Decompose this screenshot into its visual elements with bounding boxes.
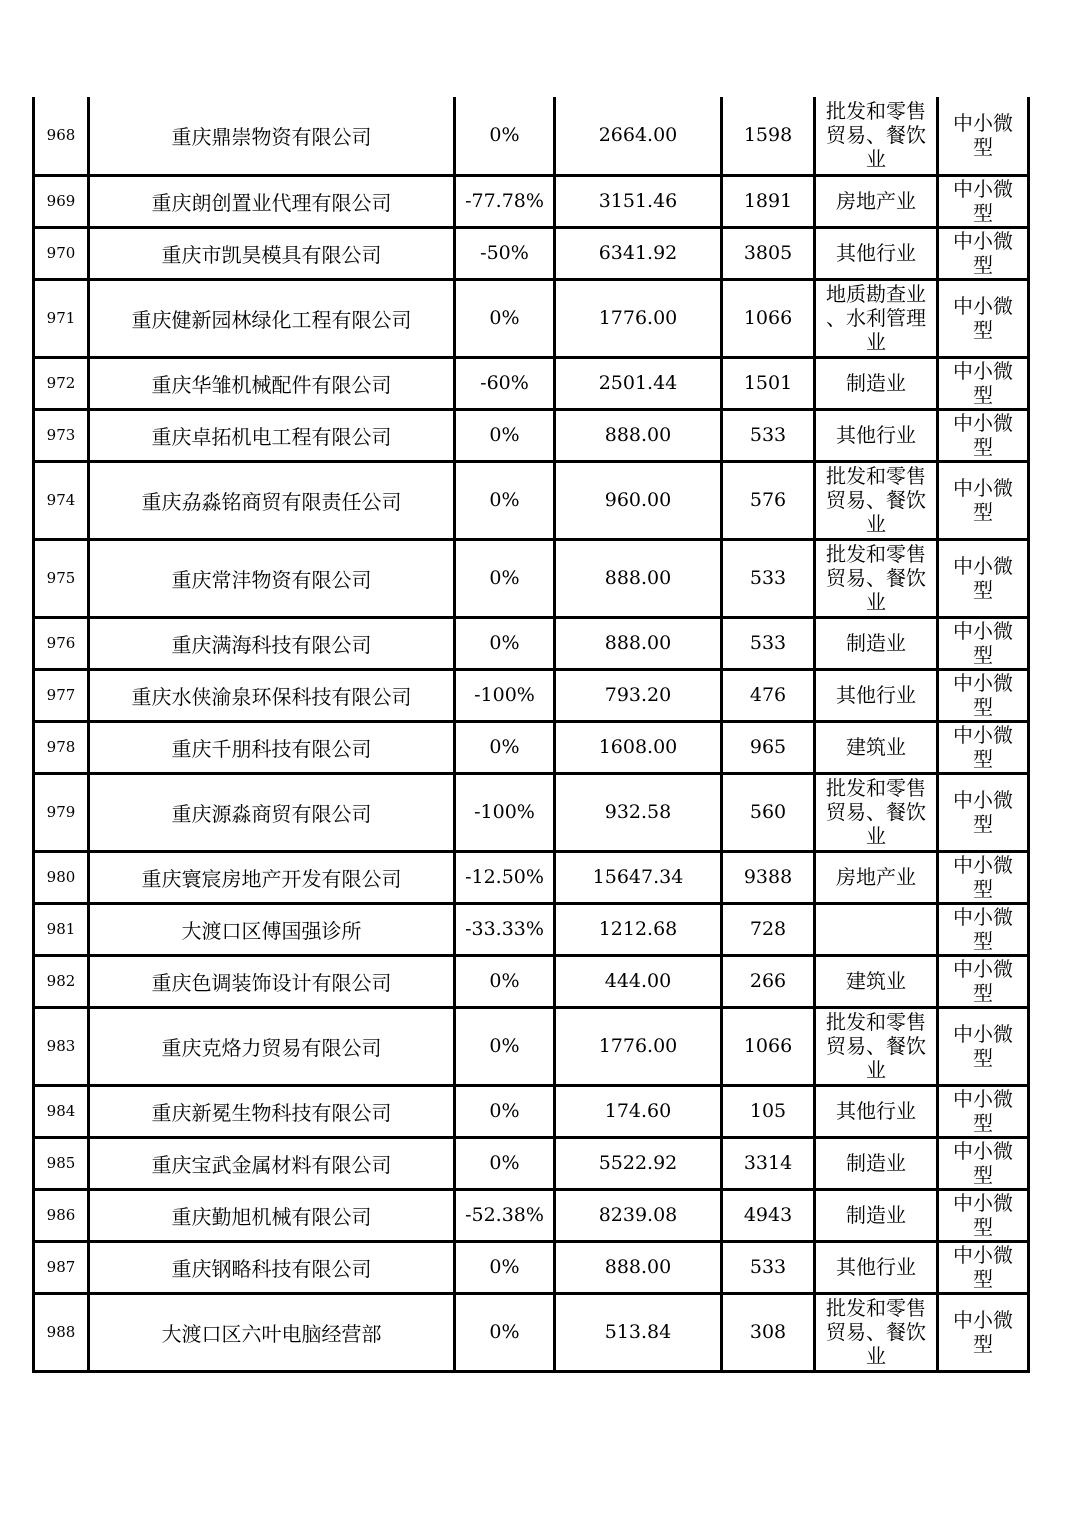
industry-cell: 批发和零售 贸易、餐饮 业: [815, 97, 938, 175]
change-rate-cell: -50%: [455, 227, 555, 279]
company-name-cell: 重庆千朋科技有限公司: [89, 721, 455, 773]
change-rate-cell: -60%: [455, 357, 555, 409]
enterprise-size-cell: 中小微 型: [938, 1189, 1029, 1241]
enterprise-size-cell: 中小微 型: [938, 175, 1029, 227]
change-rate-cell: 0%: [455, 461, 555, 539]
change-rate-cell: 0%: [455, 1085, 555, 1137]
change-rate-cell: 0%: [455, 721, 555, 773]
industry-cell: 其他行业: [815, 227, 938, 279]
row-number-cell: 978: [34, 721, 89, 773]
amount-cell: 1776.00: [555, 1007, 722, 1085]
count-cell: 105: [722, 1085, 815, 1137]
industry-cell: 房地产业: [815, 175, 938, 227]
enterprise-size-cell: 中小微 型: [938, 955, 1029, 1007]
industry-cell: 制造业: [815, 617, 938, 669]
company-name-cell: 重庆钢略科技有限公司: [89, 1241, 455, 1293]
table-row: [34, 1189, 1029, 1241]
enterprise-size-cell: 中小微 型: [938, 903, 1029, 955]
change-rate-cell: 0%: [455, 539, 555, 617]
company-name-cell: 重庆健新园林绿化工程有限公司: [89, 279, 455, 357]
amount-cell: 3151.46: [555, 175, 722, 227]
amount-cell: 174.60: [555, 1085, 722, 1137]
count-cell: 533: [722, 409, 815, 461]
industry-cell: 其他行业: [815, 669, 938, 721]
row-number-cell: 988: [34, 1293, 89, 1371]
table-row: [34, 721, 1029, 773]
company-name-cell: 重庆寰宸房地产开发有限公司: [89, 851, 455, 903]
count-cell: 576: [722, 461, 815, 539]
company-name-cell: 重庆勤旭机械有限公司: [89, 1189, 455, 1241]
table-row: [34, 175, 1029, 227]
row-number-cell: 986: [34, 1189, 89, 1241]
count-cell: 1891: [722, 175, 815, 227]
amount-cell: 513.84: [555, 1293, 722, 1371]
table-row: [34, 97, 1029, 175]
change-rate-cell: 0%: [455, 279, 555, 357]
row-number-cell: 974: [34, 461, 89, 539]
change-rate-cell: -33.33%: [455, 903, 555, 955]
enterprise-size-cell: 中小微 型: [938, 617, 1029, 669]
amount-cell: 1212.68: [555, 903, 722, 955]
enterprise-size-cell: 中小微 型: [938, 97, 1029, 175]
amount-cell: 5522.92: [555, 1137, 722, 1189]
row-number-cell: 983: [34, 1007, 89, 1085]
row-number-cell: 985: [34, 1137, 89, 1189]
industry-cell: 批发和零售 贸易、餐饮 业: [815, 539, 938, 617]
table-row: [34, 669, 1029, 721]
row-number-cell: 975: [34, 539, 89, 617]
amount-cell: 8239.08: [555, 1189, 722, 1241]
amount-cell: 1608.00: [555, 721, 722, 773]
change-rate-cell: 0%: [455, 1137, 555, 1189]
enterprise-size-cell: 中小微 型: [938, 1293, 1029, 1371]
enterprise-size-cell: 中小微 型: [938, 1007, 1029, 1085]
industry-cell: 其他行业: [815, 409, 938, 461]
industry-cell: 制造业: [815, 357, 938, 409]
change-rate-cell: -12.50%: [455, 851, 555, 903]
enterprise-table: [32, 97, 1030, 1373]
table-row: [34, 903, 1029, 955]
enterprise-size-cell: 中小微 型: [938, 773, 1029, 851]
enterprise-size-cell: 中小微 型: [938, 279, 1029, 357]
row-number-cell: 972: [34, 357, 89, 409]
company-name-cell: 重庆华雏机械配件有限公司: [89, 357, 455, 409]
company-name-cell: 重庆宝武金属材料有限公司: [89, 1137, 455, 1189]
count-cell: 560: [722, 773, 815, 851]
count-cell: 728: [722, 903, 815, 955]
count-cell: 476: [722, 669, 815, 721]
row-number-cell: 970: [34, 227, 89, 279]
row-number-cell: 976: [34, 617, 89, 669]
table-row: [34, 955, 1029, 1007]
row-number-cell: 969: [34, 175, 89, 227]
change-rate-cell: 0%: [455, 1241, 555, 1293]
count-cell: 965: [722, 721, 815, 773]
enterprise-size-cell: 中小微 型: [938, 1241, 1029, 1293]
amount-cell: 15647.34: [555, 851, 722, 903]
company-name-cell: 重庆鼎崇物资有限公司: [89, 97, 455, 175]
row-number-cell: 977: [34, 669, 89, 721]
row-number-cell: 979: [34, 773, 89, 851]
enterprise-size-cell: 中小微 型: [938, 851, 1029, 903]
change-rate-cell: 0%: [455, 1007, 555, 1085]
change-rate-cell: -100%: [455, 773, 555, 851]
row-number-cell: 987: [34, 1241, 89, 1293]
company-name-cell: 重庆色调装饰设计有限公司: [89, 955, 455, 1007]
table-row: [34, 409, 1029, 461]
table-row: [34, 227, 1029, 279]
enterprise-size-cell: 中小微 型: [938, 227, 1029, 279]
company-name-cell: 重庆水侠渝泉环保科技有限公司: [89, 669, 455, 721]
company-name-cell: 重庆克烙力贸易有限公司: [89, 1007, 455, 1085]
company-name-cell: 重庆朗创置业代理有限公司: [89, 175, 455, 227]
table-row: [34, 1137, 1029, 1189]
company-name-cell: 重庆常沣物资有限公司: [89, 539, 455, 617]
change-rate-cell: 0%: [455, 97, 555, 175]
row-number-cell: 968: [34, 97, 89, 175]
amount-cell: 888.00: [555, 1241, 722, 1293]
amount-cell: 2664.00: [555, 97, 722, 175]
company-name-cell: 重庆市凯昊模具有限公司: [89, 227, 455, 279]
change-rate-cell: -77.78%: [455, 175, 555, 227]
company-name-cell: 重庆源淼商贸有限公司: [89, 773, 455, 851]
company-name-cell: 大渡口区傅国强诊所: [89, 903, 455, 955]
count-cell: 9388: [722, 851, 815, 903]
amount-cell: 888.00: [555, 539, 722, 617]
change-rate-cell: 0%: [455, 955, 555, 1007]
industry-cell: 批发和零售 贸易、餐饮 业: [815, 773, 938, 851]
change-rate-cell: -100%: [455, 669, 555, 721]
count-cell: 4943: [722, 1189, 815, 1241]
enterprise-size-cell: 中小微 型: [938, 1137, 1029, 1189]
enterprise-size-cell: 中小微 型: [938, 357, 1029, 409]
row-number-cell: 971: [34, 279, 89, 357]
amount-cell: 444.00: [555, 955, 722, 1007]
table-row: [34, 1241, 1029, 1293]
industry-cell: 批发和零售 贸易、餐饮 业: [815, 461, 938, 539]
enterprise-size-cell: 中小微 型: [938, 669, 1029, 721]
count-cell: 533: [722, 617, 815, 669]
company-name-cell: 重庆满海科技有限公司: [89, 617, 455, 669]
row-number-cell: 982: [34, 955, 89, 1007]
industry-cell: 批发和零售 贸易、餐饮 业: [815, 1007, 938, 1085]
enterprise-size-cell: 中小微 型: [938, 539, 1029, 617]
amount-cell: 888.00: [555, 617, 722, 669]
count-cell: 3314: [722, 1137, 815, 1189]
amount-cell: 6341.92: [555, 227, 722, 279]
enterprise-size-cell: 中小微 型: [938, 461, 1029, 539]
company-name-cell: 重庆新冕生物科技有限公司: [89, 1085, 455, 1137]
count-cell: 1066: [722, 279, 815, 357]
industry-cell: [815, 903, 938, 955]
industry-cell: 制造业: [815, 1189, 938, 1241]
count-cell: 533: [722, 539, 815, 617]
amount-cell: 793.20: [555, 669, 722, 721]
table-row: [34, 461, 1029, 539]
industry-cell: 其他行业: [815, 1085, 938, 1137]
table-row: [34, 1007, 1029, 1085]
count-cell: 308: [722, 1293, 815, 1371]
change-rate-cell: 0%: [455, 1293, 555, 1371]
industry-cell: 建筑业: [815, 955, 938, 1007]
count-cell: 266: [722, 955, 815, 1007]
change-rate-cell: 0%: [455, 617, 555, 669]
change-rate-cell: 0%: [455, 409, 555, 461]
industry-cell: 制造业: [815, 1137, 938, 1189]
row-number-cell: 973: [34, 409, 89, 461]
count-cell: 1598: [722, 97, 815, 175]
amount-cell: 932.58: [555, 773, 722, 851]
amount-cell: 1776.00: [555, 279, 722, 357]
amount-cell: 888.00: [555, 409, 722, 461]
industry-cell: 房地产业: [815, 851, 938, 903]
company-name-cell: 大渡口区六叶电脑经营部: [89, 1293, 455, 1371]
table-row: [34, 773, 1029, 851]
table-row: [34, 279, 1029, 357]
count-cell: 1066: [722, 1007, 815, 1085]
count-cell: 3805: [722, 227, 815, 279]
table-row: [34, 1085, 1029, 1137]
amount-cell: 960.00: [555, 461, 722, 539]
row-number-cell: 984: [34, 1085, 89, 1137]
industry-cell: 建筑业: [815, 721, 938, 773]
enterprise-size-cell: 中小微 型: [938, 409, 1029, 461]
count-cell: 1501: [722, 357, 815, 409]
industry-cell: 其他行业: [815, 1241, 938, 1293]
table-row: [34, 539, 1029, 617]
table-row: [34, 1293, 1029, 1371]
count-cell: 533: [722, 1241, 815, 1293]
amount-cell: 2501.44: [555, 357, 722, 409]
industry-cell: 地质勘查业 、水利管理 业: [815, 279, 938, 357]
table-row: [34, 617, 1029, 669]
industry-cell: 批发和零售 贸易、餐饮 业: [815, 1293, 938, 1371]
row-number-cell: 980: [34, 851, 89, 903]
enterprise-size-cell: 中小微 型: [938, 1085, 1029, 1137]
company-name-cell: 重庆卓拓机电工程有限公司: [89, 409, 455, 461]
table-row: [34, 357, 1029, 409]
enterprise-size-cell: 中小微 型: [938, 721, 1029, 773]
table-row: [34, 851, 1029, 903]
row-number-cell: 981: [34, 903, 89, 955]
change-rate-cell: -52.38%: [455, 1189, 555, 1241]
company-name-cell: 重庆劦淼铭商贸有限责任公司: [89, 461, 455, 539]
